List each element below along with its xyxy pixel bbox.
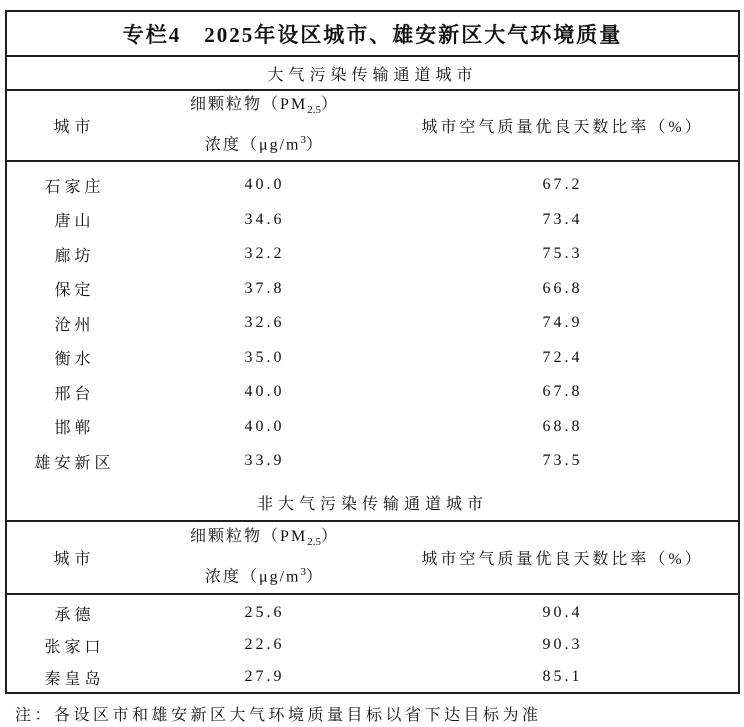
table-row xyxy=(7,597,738,629)
cell-city: 保定 xyxy=(54,282,95,300)
cell-ratio: 90.4 xyxy=(542,604,583,621)
cell-ratio: 68.8 xyxy=(542,417,583,435)
cell-pm: 22.6 xyxy=(244,636,285,653)
cell-ratio: 72.4 xyxy=(542,348,583,366)
cell-city: 沧州 xyxy=(54,316,95,334)
table-title: 专栏4 2025年设区城市、雄安新区大气环境质量 xyxy=(7,12,738,57)
table-row xyxy=(7,203,738,238)
cell-city: 廊坊 xyxy=(54,247,95,265)
pm-label: 细颗粒物（PM xyxy=(190,96,308,114)
cell-ratio: 67.8 xyxy=(542,383,583,401)
pm-unit: 浓度（μg/m xyxy=(205,568,301,586)
header-pm-line1 xyxy=(142,90,387,125)
table-row xyxy=(7,444,738,479)
header-city: 城市 xyxy=(53,551,96,568)
table-row xyxy=(7,661,738,693)
cell-city: 承德 xyxy=(54,606,95,624)
cell-pm: 32.6 xyxy=(244,314,285,332)
cell-ratio: 73.4 xyxy=(542,210,583,228)
header-pm-line2 xyxy=(142,557,387,592)
section-2-rows xyxy=(7,595,738,692)
pm-unit-close: ） xyxy=(305,136,324,154)
section-2-label: 非大气污染传输通道城市 xyxy=(7,479,738,522)
pm-unit-close: ） xyxy=(305,568,324,586)
cell-pm: 35.0 xyxy=(244,348,285,366)
table-row xyxy=(7,375,738,410)
cell-city: 雄安新区 xyxy=(34,454,115,472)
cell-city: 邢台 xyxy=(54,385,95,403)
cell-ratio: 75.3 xyxy=(542,245,583,263)
cell-pm: 40.0 xyxy=(244,176,285,194)
header-ratio: 城市空气质量优良天数比率（%） xyxy=(421,119,704,136)
section-1-rows xyxy=(7,162,738,479)
cell-ratio: 67.2 xyxy=(542,176,583,194)
cell-city: 衡水 xyxy=(54,351,95,369)
pm-label-close: ） xyxy=(320,96,339,114)
cell-city: 唐山 xyxy=(54,213,95,231)
footnote: 注：各设区市和雄安新区大气环境质量目标以省下达目标为准 xyxy=(15,707,542,724)
cell-ratio: 66.8 xyxy=(542,279,583,297)
header-pm xyxy=(142,90,387,161)
pm-subscript: 2.5 xyxy=(307,536,321,549)
cell-pm: 33.9 xyxy=(244,452,285,470)
section-1-header xyxy=(7,91,738,162)
pm-subscript: 2.5 xyxy=(307,104,321,117)
pm-unit: 浓度（μg/m xyxy=(205,136,301,154)
cell-ratio: 85.1 xyxy=(542,668,583,685)
cell-ratio: 90.3 xyxy=(542,636,583,653)
cell-pm: 27.9 xyxy=(244,668,285,685)
header-city: 城市 xyxy=(53,119,96,136)
table-row xyxy=(7,410,738,445)
table-row xyxy=(7,629,738,661)
cell-city: 石家庄 xyxy=(44,178,105,196)
header-pm xyxy=(142,522,387,593)
cell-pm: 32.2 xyxy=(244,245,285,263)
section-2-header xyxy=(7,522,738,595)
pm-superscript: 3 xyxy=(300,566,306,579)
header-ratio: 城市空气质量优良天数比率（%） xyxy=(421,551,704,568)
cell-pm: 34.6 xyxy=(244,210,285,228)
cell-pm: 40.0 xyxy=(244,417,285,435)
cell-pm: 25.6 xyxy=(244,604,285,621)
pm-label-close: ） xyxy=(320,528,339,546)
pm-label: 细颗粒物（PM xyxy=(190,528,308,546)
section-1-label: 大气污染传输通道城市 xyxy=(7,57,738,91)
cell-ratio: 73.5 xyxy=(542,452,583,470)
header-pm-line2 xyxy=(142,125,387,160)
pm-superscript: 3 xyxy=(300,134,306,147)
header-pm-line1 xyxy=(142,522,387,557)
cell-ratio: 74.9 xyxy=(542,314,583,332)
cell-pm: 40.0 xyxy=(244,383,285,401)
cell-pm: 37.8 xyxy=(244,279,285,297)
table-row xyxy=(7,272,738,307)
table-row xyxy=(7,306,738,341)
cell-city: 张家口 xyxy=(44,638,105,656)
table-row xyxy=(7,341,738,376)
cell-city: 秦皇岛 xyxy=(44,670,105,688)
cell-city: 邯郸 xyxy=(54,420,95,438)
table-box xyxy=(5,10,740,694)
table-row xyxy=(7,237,738,272)
table-row xyxy=(7,168,738,203)
